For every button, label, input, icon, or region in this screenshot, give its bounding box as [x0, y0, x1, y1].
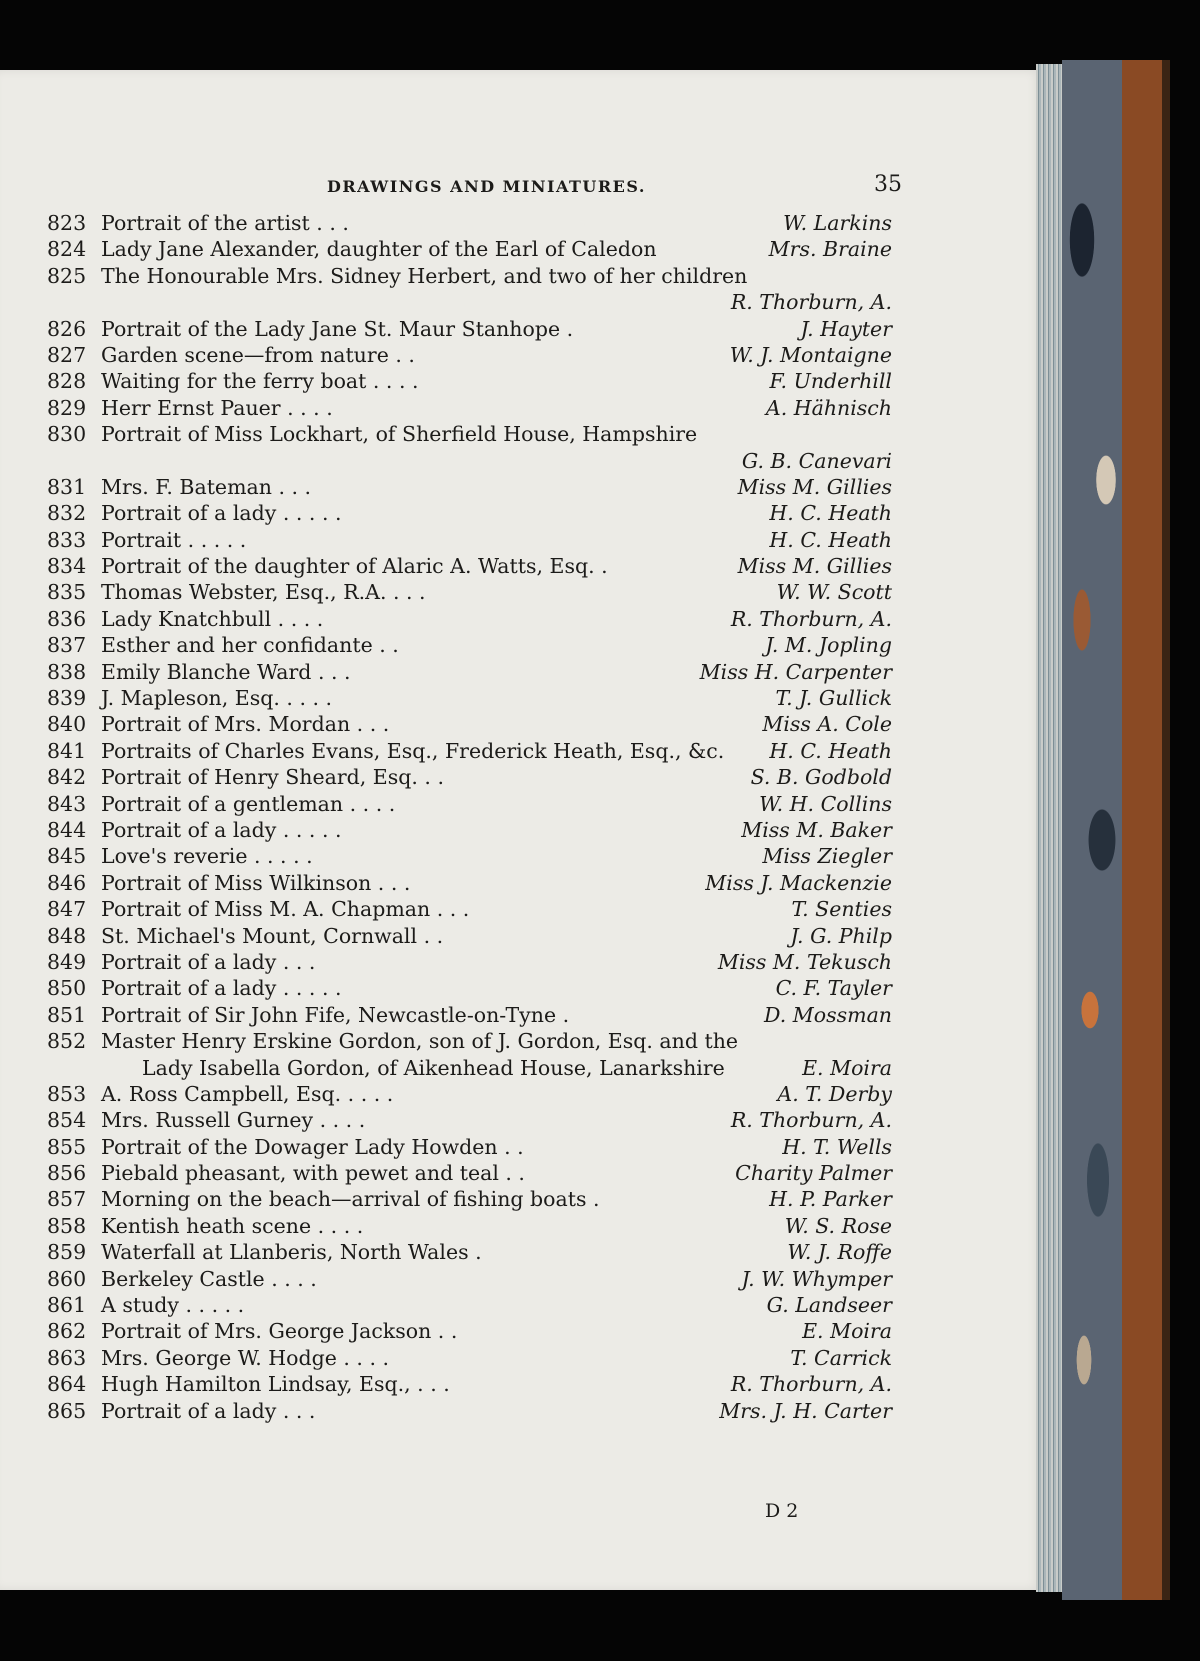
entry-number: 829	[47, 395, 87, 420]
entry-title: Portrait of Sir John Fife, Newcastle-on-Tyne .	[101, 1002, 570, 1027]
entry-artist: W. H. Collins	[759, 791, 892, 816]
catalogue-entry	[40, 368, 900, 394]
entry-title: Love's reverie . . . . .	[101, 844, 313, 869]
entry-title: Piebald pheasant, with pewet and teal . .	[101, 1161, 525, 1186]
entry-number: 837	[47, 633, 87, 658]
marbled-endpaper	[1062, 60, 1170, 1600]
entry-number: 841	[47, 738, 87, 763]
entry-number: 838	[47, 659, 87, 684]
catalogue-entry	[40, 316, 900, 342]
entry-title: Emily Blanche Ward . . .	[101, 659, 351, 684]
entry-artist: W. S. Rose	[784, 1213, 892, 1238]
catalogue-entry	[40, 1081, 900, 1107]
entry-title: Portrait of Mrs. Mordan . . .	[101, 712, 390, 737]
entry-number: 827	[47, 342, 87, 367]
entry-number: 864	[47, 1372, 87, 1397]
entry-number: 847	[47, 897, 87, 922]
entry-artist: Miss H. Carpenter	[699, 659, 892, 684]
catalogue-entry	[40, 1160, 900, 1186]
entry-title: Portrait of a gentleman . . . .	[101, 791, 396, 816]
entry-number: 835	[47, 580, 87, 605]
entry-title: Esther and her confidante . .	[101, 633, 399, 658]
entry-number: 828	[47, 369, 87, 394]
entry-artist: Mrs. Braine	[768, 237, 892, 262]
entry-title: J. Mapleson, Esq. . . . .	[101, 686, 333, 711]
entry-artist: D. Mossman	[764, 1002, 892, 1027]
entry-artist: Miss M. Gillies	[737, 474, 892, 499]
entry-number: 856	[47, 1161, 87, 1186]
entry-number: 834	[47, 554, 87, 579]
page-number: 35	[874, 172, 902, 197]
entry-title: Portrait of the daughter of Alaric A. Watts, Esq. .	[101, 554, 608, 579]
entry-number: 851	[47, 1002, 87, 1027]
catalogue-entry	[40, 896, 900, 922]
entry-artist: C. F. Tayler	[775, 976, 892, 1001]
entry-number: 845	[47, 844, 87, 869]
catalogue-entry	[40, 210, 900, 236]
catalogue-entry	[40, 395, 900, 421]
catalogue-entry	[40, 764, 900, 790]
entry-artist: G. B. Canevari	[741, 448, 892, 473]
catalogue-entry	[40, 263, 900, 289]
catalogue-entry	[40, 738, 900, 764]
entry-number: 861	[47, 1293, 87, 1318]
entry-title: Portrait of the artist . . .	[101, 211, 349, 235]
entry-number: 824	[47, 237, 87, 262]
entry-artist: J. W. Whymper	[741, 1266, 892, 1291]
entry-number: 850	[47, 976, 87, 1001]
entry-number: 860	[47, 1266, 87, 1291]
catalogue-entry	[40, 421, 900, 447]
entry-title: Lady Knatchbull . . . .	[101, 606, 324, 631]
entry-title: Portrait . . . . .	[101, 527, 247, 552]
catalogue-entry	[40, 843, 900, 869]
entry-artist: Miss M. Gillies	[737, 554, 892, 579]
entry-title: The Honourable Mrs. Sidney Herbert, and two of her children	[101, 263, 748, 288]
entry-artist: E. Moira	[802, 1055, 892, 1080]
entry-number: 862	[47, 1319, 87, 1344]
entry-number: 849	[47, 949, 87, 974]
entry-artist: F. Underhill	[769, 369, 892, 394]
entry-artist: Charity Palmer	[735, 1161, 892, 1186]
entry-artist: Miss J. Mackenzie	[705, 870, 892, 895]
catalogue-entry	[40, 553, 900, 579]
entry-title: Portrait of Miss Wilkinson . . .	[101, 870, 411, 895]
entry-artist: R. Thorburn, A.	[730, 606, 892, 631]
catalogue-entry	[40, 1186, 900, 1212]
catalogue-entry	[40, 500, 900, 526]
catalogue-entry	[40, 342, 900, 368]
entry-number: 825	[47, 263, 87, 288]
entry-title: Garden scene—from nature . .	[101, 342, 415, 367]
signature-mark: D 2	[765, 1500, 799, 1522]
catalogue-entry	[40, 474, 900, 500]
entry-artist: A. Hähnisch	[765, 395, 892, 420]
entry-title: Portrait of a lady . . .	[101, 949, 316, 974]
entry-title: Portrait of a lady . . . . .	[101, 501, 342, 526]
entry-artist: T. Carrick	[790, 1345, 892, 1370]
entry-artist: G. Landseer	[766, 1293, 892, 1318]
catalogue-entry	[40, 1107, 900, 1133]
catalogue-entry	[40, 1213, 900, 1239]
entry-number: 853	[47, 1081, 87, 1106]
entry-title: Morning on the beach—arrival of fishing boats .	[101, 1187, 600, 1212]
entry-title: Portrait of Henry Sheard, Esq. . .	[101, 765, 444, 790]
entry-number: 840	[47, 712, 87, 737]
entry-title: St. Michael's Mount, Cornwall . .	[101, 923, 444, 948]
entry-title: Mrs. George W. Hodge . . . .	[101, 1345, 390, 1370]
catalogue-entry	[40, 1266, 900, 1292]
catalogue-entry	[40, 632, 900, 658]
entry-artist: H. C. Heath	[769, 738, 892, 763]
entry-number: 865	[47, 1398, 87, 1423]
entry-number: 863	[47, 1345, 87, 1370]
entry-number: 855	[47, 1134, 87, 1159]
entry-artist: S. B. Godbold	[750, 765, 892, 790]
entry-title: Berkeley Castle . . . .	[101, 1266, 317, 1291]
entry-artist: W. Larkins	[783, 211, 892, 235]
entry-number: 859	[47, 1240, 87, 1265]
entry-artist: Miss M. Tekusch	[717, 949, 892, 974]
entry-number: 830	[47, 422, 87, 447]
catalogue-entry	[40, 606, 900, 632]
entry-artist: Miss Ziegler	[762, 844, 892, 869]
entry-artist: R. Thorburn, A.	[730, 1372, 892, 1397]
entry-artist: W. J. Roffe	[787, 1240, 892, 1265]
entry-number: 843	[47, 791, 87, 816]
entry-title: Master Henry Erskine Gordon, son of J. Gordon, Esq. and the	[101, 1029, 739, 1054]
entry-title: Herr Ernst Pauer . . . .	[101, 395, 333, 420]
entry-artist: H. P. Parker	[769, 1187, 892, 1212]
entry-artist: J. G. Philp	[790, 923, 892, 948]
catalogue-entry	[40, 1134, 900, 1160]
entry-number: 823	[47, 211, 87, 235]
entry-number: 833	[47, 527, 87, 552]
entry-title: Portrait of the Lady Jane St. Maur Stanhope .	[101, 316, 574, 341]
entry-title: Mrs. Russell Gurney . . . .	[101, 1108, 366, 1133]
catalogue-entry	[40, 791, 900, 817]
entry-title: Thomas Webster, Esq., R.A. . . .	[101, 580, 426, 605]
catalogue-entry	[40, 1371, 900, 1397]
entry-title: Hugh Hamilton Lindsay, Esq., . . .	[101, 1372, 450, 1397]
entry-number: 857	[47, 1187, 87, 1212]
entry-title: Portrait of Mrs. George Jackson . .	[101, 1319, 458, 1344]
entry-title: Portrait of Miss M. A. Chapman . . .	[101, 897, 470, 922]
catalogue-entry	[40, 579, 900, 605]
entry-artist: R. Thorburn, A.	[730, 290, 892, 315]
catalogue-entry	[40, 949, 900, 975]
entry-title: Waiting for the ferry boat . . . .	[101, 369, 419, 394]
entry-number: 846	[47, 870, 87, 895]
catalogue-entry	[40, 1398, 900, 1424]
entry-number: 842	[47, 765, 87, 790]
entry-artist: H. C. Heath	[769, 501, 892, 526]
catalogue-entry	[40, 1318, 900, 1344]
entry-number: 844	[47, 817, 87, 842]
entry-title: Mrs. F. Bateman . . .	[101, 474, 312, 499]
catalogue-entry	[40, 975, 900, 1001]
entry-artist: H. T. Wells	[782, 1134, 892, 1159]
catalogue-entry	[40, 1345, 900, 1371]
entry-number: 836	[47, 606, 87, 631]
entry-number: 858	[47, 1213, 87, 1238]
entry-number: 848	[47, 923, 87, 948]
page-fore-edge	[1036, 64, 1062, 1592]
entry-title: Lady Isabella Gordon, of Aikenhead House, Lanarkshire	[142, 1055, 725, 1080]
entry-title: Kentish heath scene . . . .	[101, 1213, 364, 1238]
entry-artist: W. W. Scott	[776, 580, 892, 605]
catalogue-entry	[40, 1292, 900, 1318]
entry-artist: Miss M. Baker	[741, 817, 892, 842]
entry-artist: H. C. Heath	[769, 527, 892, 552]
catalogue-entry	[40, 685, 900, 711]
catalogue-entry	[40, 236, 900, 262]
entry-number: 831	[47, 474, 87, 499]
entry-title: Waterfall at Llanberis, North Wales .	[101, 1240, 482, 1265]
catalogue-entry	[40, 659, 900, 685]
running-header: DRAWINGS AND MINIATURES.	[327, 177, 646, 196]
catalogue-entry	[40, 1055, 900, 1081]
catalogue-entry	[40, 1239, 900, 1265]
entry-artist: A. T. Derby	[777, 1081, 892, 1106]
entry-artist: R. Thorburn, A.	[730, 1108, 892, 1133]
catalogue-list	[40, 210, 900, 1424]
entry-title: A. Ross Campbell, Esq. . . . .	[101, 1081, 394, 1106]
entry-artist: T. J. Gullick	[775, 686, 892, 711]
entry-title: Portrait of a lady . . .	[101, 1398, 316, 1423]
entry-number: 839	[47, 686, 87, 711]
entry-artist: J. Hayter	[800, 316, 892, 341]
entry-title: Portrait of a lady . . . . .	[101, 976, 342, 1001]
entry-title: Portrait of a lady . . . . .	[101, 817, 342, 842]
entry-number: 826	[47, 316, 87, 341]
entry-artist: T. Senties	[791, 897, 892, 922]
entry-artist: Mrs. J. H. Carter	[719, 1398, 892, 1423]
entry-title: Portraits of Charles Evans, Esq., Frederick Heath, Esq., &c.	[101, 738, 725, 763]
catalogue-entry	[40, 527, 900, 553]
page-content	[40, 70, 900, 1590]
catalogue-entry	[40, 923, 900, 949]
catalogue-entry	[40, 448, 900, 474]
entry-artist: E. Moira	[802, 1319, 892, 1344]
catalogue-entry	[40, 870, 900, 896]
entry-title: A study . . . . .	[101, 1293, 245, 1318]
entry-title: Portrait of the Dowager Lady Howden . .	[101, 1134, 524, 1159]
entry-number: 854	[47, 1108, 87, 1133]
entry-number: 832	[47, 501, 87, 526]
entry-title: Lady Jane Alexander, daughter of the Earl of Caledon	[101, 237, 657, 262]
entry-title: Portrait of Miss Lockhart, of Sherfield House, Hampshire	[101, 422, 698, 447]
catalogue-entry	[40, 1028, 900, 1054]
book-page	[0, 70, 1042, 1590]
entry-artist: Miss A. Cole	[762, 712, 892, 737]
entry-artist: J. M. Jopling	[765, 633, 892, 658]
catalogue-entry	[40, 817, 900, 843]
entry-number: 852	[47, 1029, 87, 1054]
catalogue-entry	[40, 1002, 900, 1028]
entry-artist: W. J. Montaigne	[729, 342, 892, 367]
catalogue-entry	[40, 711, 900, 737]
catalogue-entry	[40, 289, 900, 315]
